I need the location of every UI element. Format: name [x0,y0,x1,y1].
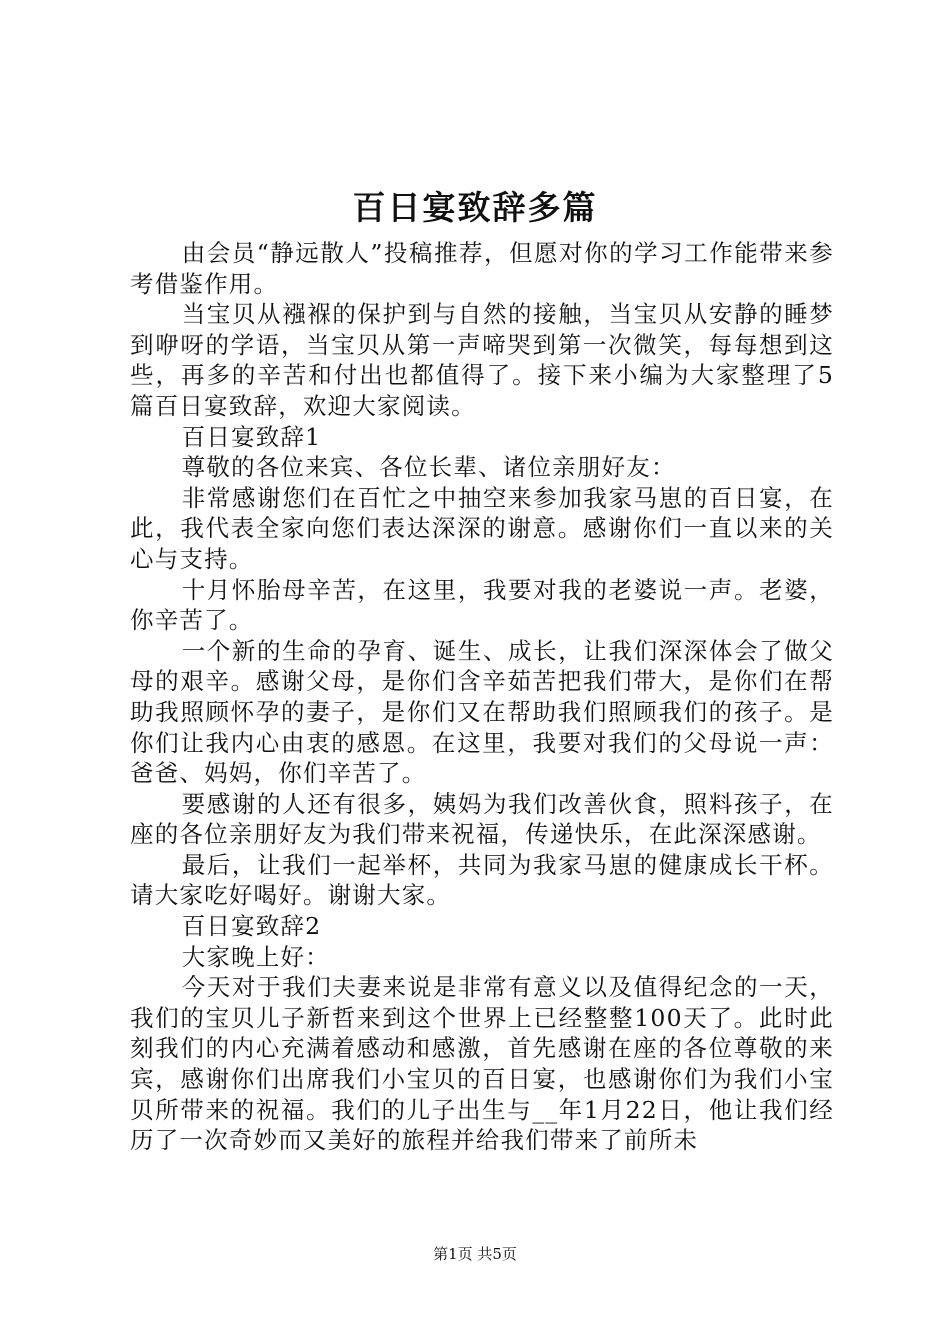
paragraph: 非常感谢您们在百忙之中抽空来参加我家马崽的百日宴，在此，我代表全家向您们表达深深的谢意。感谢你们一直以来的关心与支持。 [130,483,834,573]
salutation: 大家晚上好： [181,942,330,971]
section-heading: 百日宴致辞1 [181,422,322,451]
section-heading: 百日宴致辞2 [181,912,322,941]
paragraph: 十月怀胎母辛苦，在这里，我要对我的老婆说一声。老婆，你辛苦了。 [130,575,834,635]
document-body [130,238,834,1156]
document-title: 百日宴致辞多篇 [352,188,598,227]
paragraph: 今天对于我们夫妻来说是非常有意义以及值得纪念的一天，我们的宝贝儿子新哲来到这个世界上已经整整100天了。此时此刻我们的内心充满着感动和感激，首先感谢在座的各位尊敬的来宾，感谢你们出席我们小宝贝的百日宴，也感谢你们为我们小宝贝所带来的祝福。我们的儿子出生与__年1月22日，他让我们经历了一次奇妙而又美好的旅程并给我们带来了前所未 [130,973,834,1155]
paragraph: 最后，让我们一起举杯，共同为我家马崽的健康成长干杯。请大家吃好喝好。谢谢大家。 [130,850,834,910]
paragraph: 要感谢的人还有很多，姨妈为我们改善伙食，照料孩子，在座的各位亲朋好友为我们带来祝福，传递快乐，在此深深感谢。 [130,789,834,849]
paragraph: 由会员“静远散人”投稿推荐，但愿对你的学习工作能带来参考借鉴作用。 [130,239,834,298]
page-footer: 第1页 共5页 [433,1245,517,1263]
paragraph: 一个新的生命的孕育、诞生、成长，让我们深深体会了做父母的艰辛。感谢父母，是你们含辛茹苦把我们带大，是你们在帮助我照顾怀孕的妻子，是你们又在帮助我们照顾我们的孩子。是你们让我内心由衷的感恩。在这里，我要对我们的父母说一声：爸爸、妈妈，你们辛苦了。 [130,636,834,788]
paragraph: 当宝贝从襁褓的保护到与自然的接触，当宝贝从安静的睡梦到咿呀的学语，当宝贝从第一声啼哭到第一次微笑，每每想到这些，再多的辛苦和付出也都值得了。接下来小编为大家整理了5篇百日宴致辞，欢迎大家阅读。 [130,300,834,420]
salutation: 尊敬的各位来宾、各位长辈、诸位亲朋好友： [181,453,676,482]
